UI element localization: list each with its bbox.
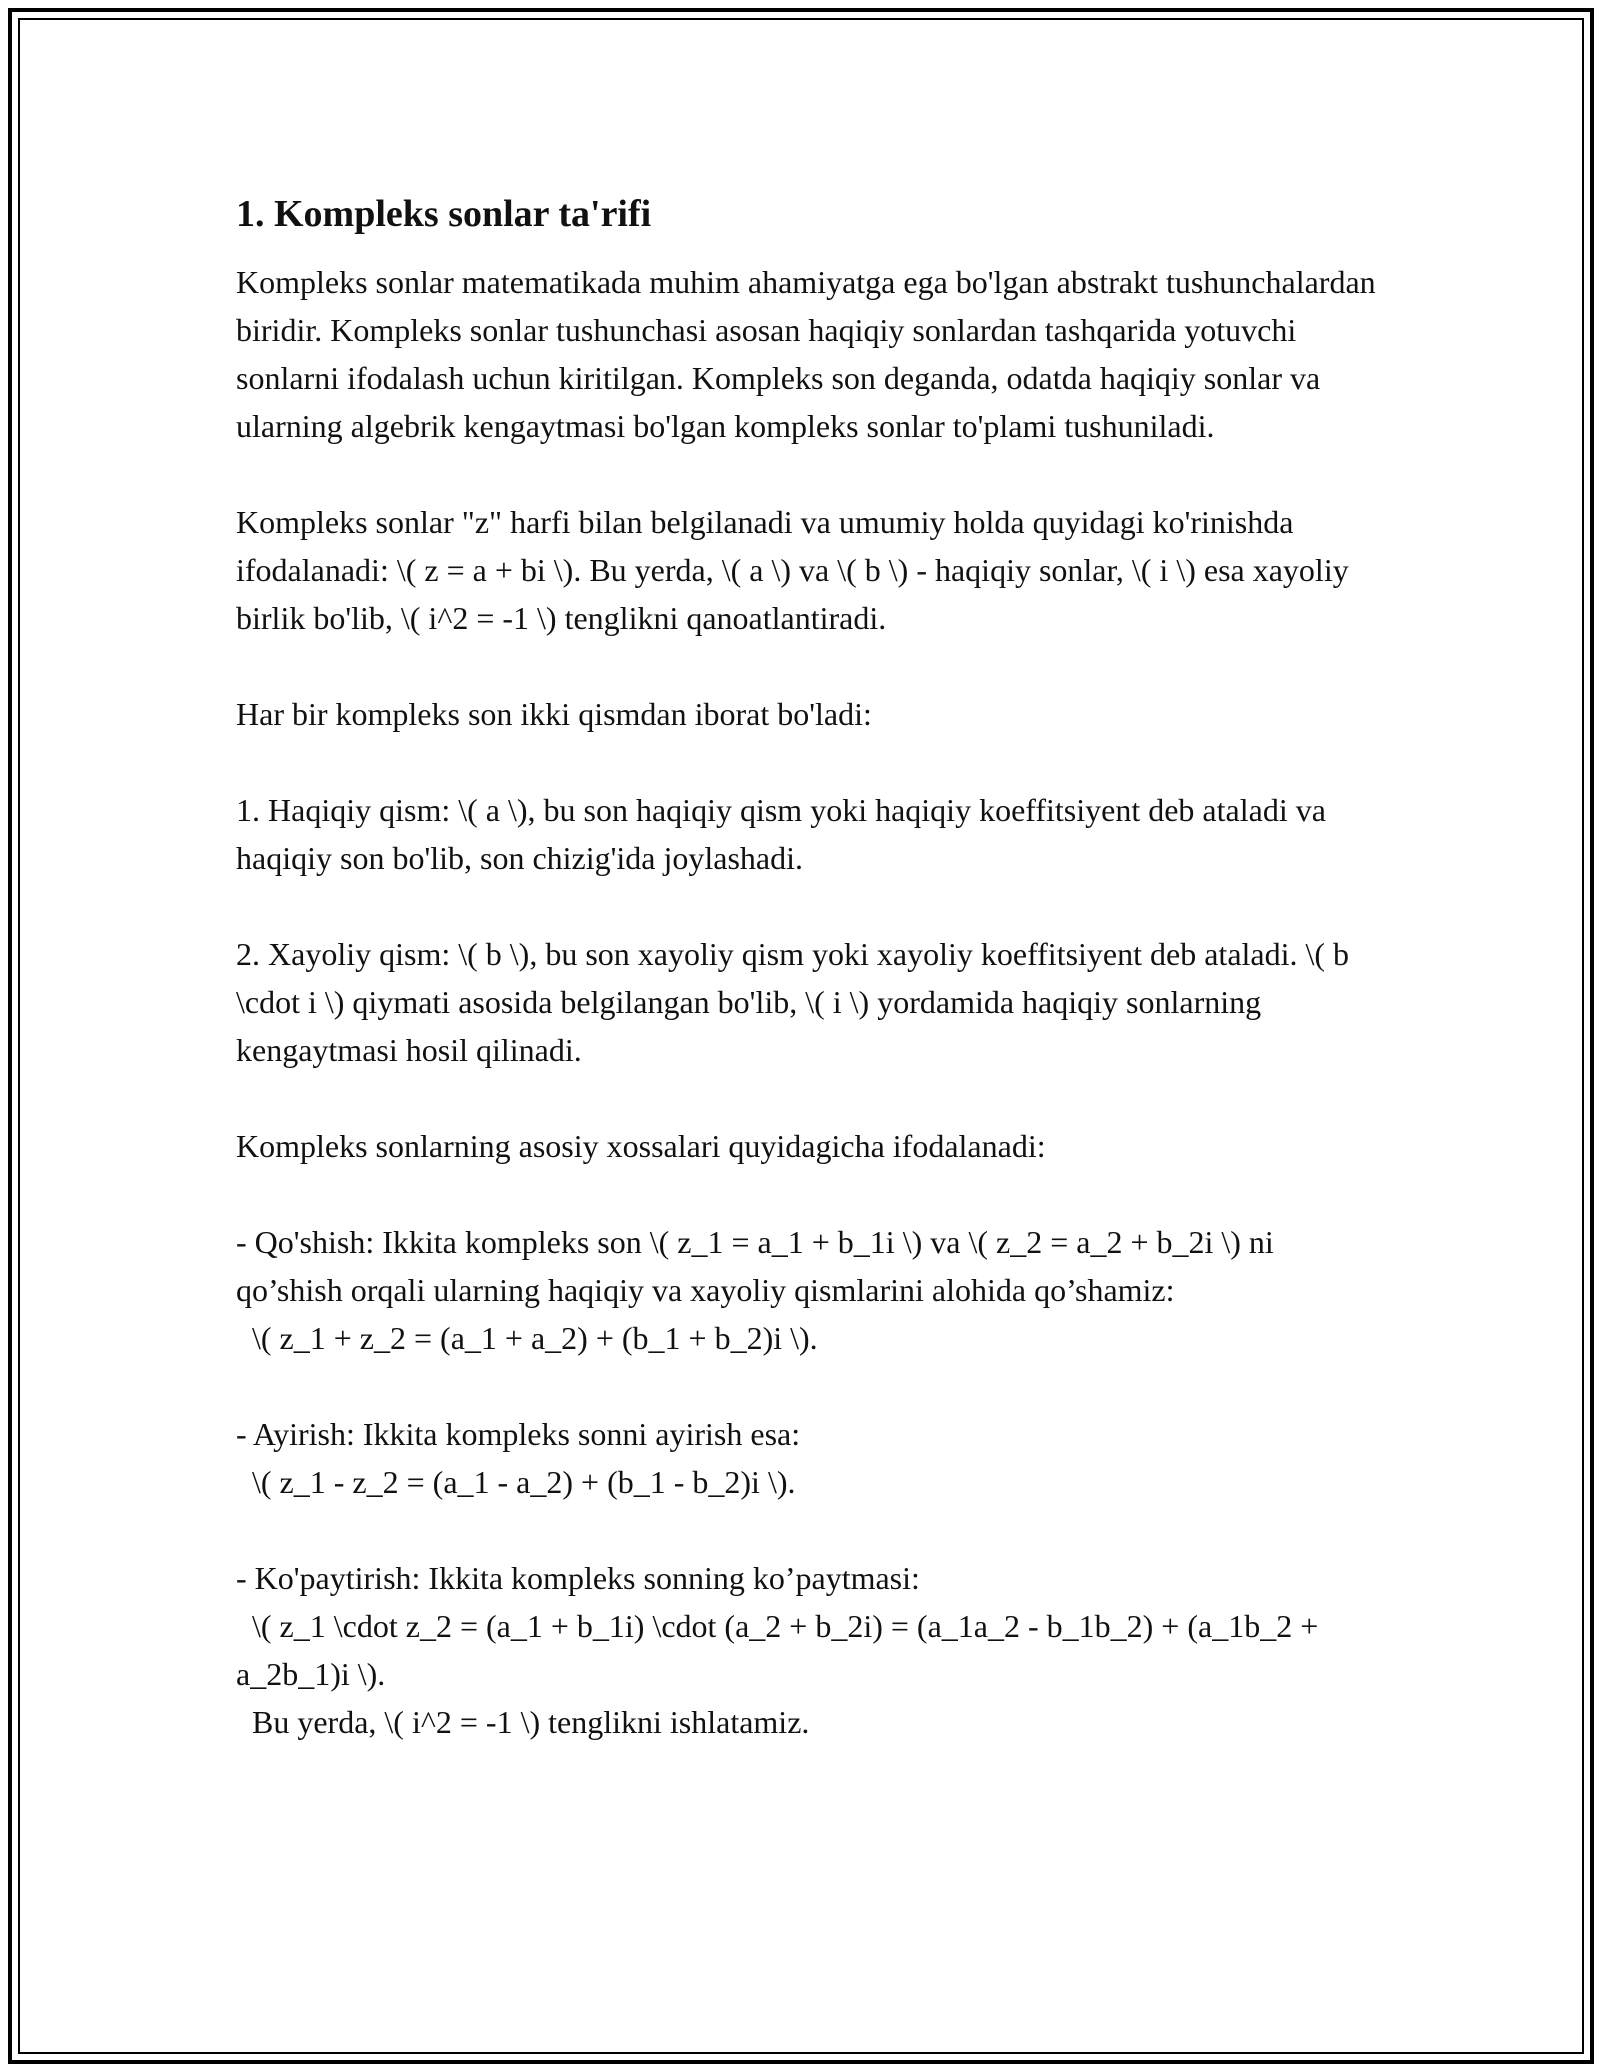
- subtraction-text: - Ayirish: Ikkita kompleks sonni ayirish esa:: [236, 1416, 801, 1452]
- multiplication-text: - Ko'paytirish: Ikkita kompleks sonning ko’paytmasi:: [236, 1560, 920, 1596]
- spacer: [236, 1170, 1386, 1218]
- addition-formula: \( z_1 + z_2 = (a_1 + a_2) + (b_1 + b_2)i \).: [236, 1320, 818, 1356]
- real-part-paragraph: 1. Haqiqiy qism: \( a \), bu son haqiqiy qism yoki haqiqiy koeffitsiyent deb ataladi va haqiqiy son bo'lib, son chizig'ida joylashadi.: [236, 792, 1334, 876]
- spacer: [236, 738, 1386, 786]
- addition-text: - Qo'shish: Ikkita kompleks son \( z_1 = a_1 + b_1i \) va \( z_2 = a_2 + b_2i \) ni qo’shish orqali ularning haqiqiy va xayoliy qismlarini alohida qo’shamiz:: [236, 1224, 1282, 1308]
- spacer: [236, 1362, 1386, 1410]
- multiplication-formula: \( z_1 \cdot z_2 = (a_1 + b_1i) \cdot (a_2 + b_2i) = (a_1a_2 - b_1b_2) + (a_1b_2 + a_2b_1)i \).: [236, 1608, 1327, 1692]
- section-heading: 1. Kompleks sonlar ta'rifi: [236, 193, 652, 235]
- spacer: [236, 1074, 1386, 1122]
- spacer: [236, 1506, 1386, 1554]
- intro-paragraph: Kompleks sonlar matematikada muhim ahamiyatga ega bo'lgan abstrakt tushunchalardan biridir. Kompleks sonlar tushunchasi asosan haqiqiy sonlardan tashqarida yotuvchi sonlarni ifodalash uchun kiritilgan. Kompleks son deganda, odatda haqiqiy sonlar va ularning algebrik kengaytmasi bo'lgan kompleks sonlar to'plami tushuniladi.: [236, 264, 1384, 444]
- document-body: [236, 190, 1386, 1746]
- imaginary-part-paragraph: 2. Xayoliy qism: \( b \), bu son xayoliy qism yoki xayoliy koeffitsiyent deb ataladi. \( b \cdot i \) qiymati asosida belgilangan bo'lib, \( i \) yordamida haqiqiy sonlarning kengaytmasi hosil qilinadi.: [236, 936, 1358, 1068]
- spacer: [236, 882, 1386, 930]
- subtraction-formula: \( z_1 - z_2 = (a_1 - a_2) + (b_1 - b_2)i \).: [236, 1464, 796, 1500]
- parts-intro-paragraph: Har bir kompleks son ikki qismdan iborat bo'ladi:: [236, 696, 872, 732]
- properties-intro-paragraph: Kompleks sonlarning asosiy xossalari quyidagicha ifodalanadi:: [236, 1128, 1046, 1164]
- spacer: [236, 642, 1386, 690]
- multiplication-note: Bu yerda, \( i^2 = -1 \) tenglikni ishlatamiz.: [236, 1704, 810, 1740]
- notation-paragraph: Kompleks sonlar "z" harfi bilan belgilanadi va umumiy holda quyidagi ko'rinishda ifodalanadi: \( z = a + bi \). Bu yerda, \( a \) va \( b \) - haqiqiy sonlar, \( i \) esa xayoliy birlik bo'lib, \( i^2 = -1 \) tenglikni qanoatlantiradi.: [236, 504, 1357, 636]
- spacer: [236, 450, 1386, 498]
